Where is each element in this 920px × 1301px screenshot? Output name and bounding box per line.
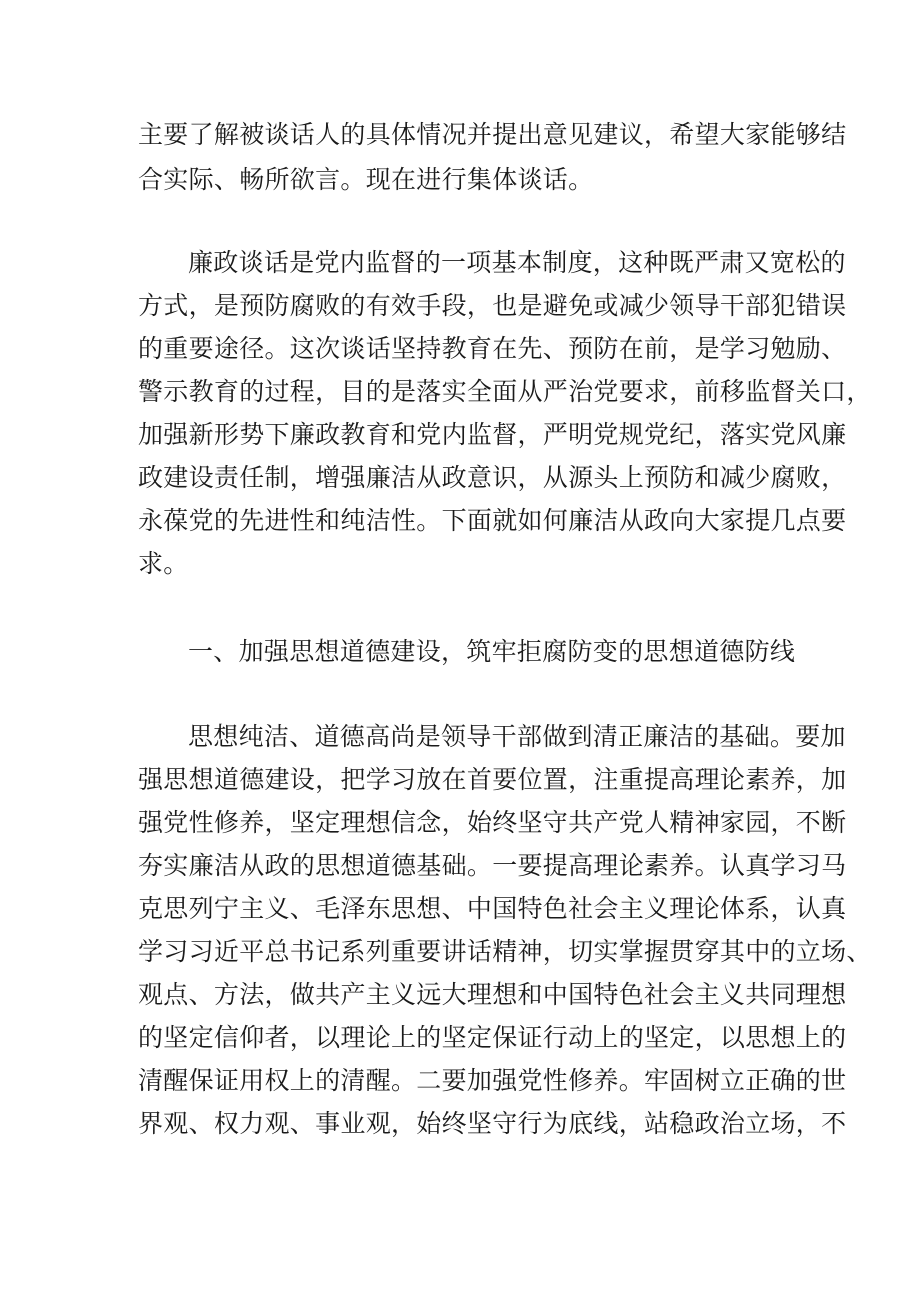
paragraph-3-line-2: 强思想道德建设，把学习放在首要位置，注重提高理论素养，加	[138, 765, 847, 794]
paragraph-2-line-6: 政建设责任制，增强廉洁从政意识，从源头上预防和减少腐败，	[138, 463, 847, 492]
paragraph-2-line-5: 加强新形势下廉政教育和党内监督，严明党规党纪，落实党风廉	[138, 420, 847, 449]
paragraph-1-line-1: 主要了解被谈话人的具体情况并提出意见建议，希望大家能够结	[138, 120, 847, 149]
paragraph-1-line-2: 合实际、畅所欲言。现在进行集体谈话。	[138, 165, 594, 194]
section-heading-1: 一、加强思想道德建设，筑牢拒腐防变的思想道德防线	[188, 637, 796, 666]
paragraph-2-line-8: 求。	[138, 549, 189, 578]
paragraph-3-line-3: 强党性修养，坚定理想信念，始终坚守共产党人精神家园，不断	[138, 808, 847, 837]
paragraph-2-line-1: 廉政谈话是党内监督的一项基本制度，这种既严肃又宽松的	[188, 248, 846, 277]
paragraph-2-line-2: 方式，是预防腐败的有效手段，也是避免或减少领导干部犯错误	[138, 291, 847, 320]
paragraph-2-line-3: 的重要途径。这次谈话坚持教育在先、预防在前，是学习勉励、	[138, 334, 847, 363]
paragraph-3-line-4: 夯实廉洁从政的思想道德基础。一要提高理论素养。认真学习马	[138, 851, 847, 880]
paragraph-3-line-10: 界观、权力观、事业观，始终坚守行为底线，站稳政治立场，不	[138, 1109, 847, 1138]
paragraph-3-line-8: 的坚定信仰者，以理论上的坚定保证行动上的坚定，以思想上的	[138, 1023, 847, 1052]
paragraph-2-line-4: 警示教育的过程，目的是落实全面从严治党要求，前移监督关口，	[138, 377, 872, 406]
paragraph-3-line-5: 克思列宁主义、毛泽东思想、中国特色社会主义理论体系，认真	[138, 894, 847, 923]
paragraph-3-line-9: 清醒保证用权上的清醒。二要加强党性修养。牢固树立正确的世	[138, 1066, 847, 1095]
paragraph-3-line-7: 观点、方法，做共产主义远大理想和中国特色社会主义共同理想	[138, 980, 847, 1009]
paragraph-3-line-6: 学习习近平总书记系列重要讲话精神，切实掌握贯穿其中的立场、	[138, 937, 872, 966]
paragraph-2-line-7: 永葆党的先进性和纯洁性。下面就如何廉洁从政向大家提几点要	[138, 506, 847, 535]
paragraph-3-line-1: 思想纯洁、道德高尚是领导干部做到清正廉洁的基础。要加	[188, 722, 846, 751]
